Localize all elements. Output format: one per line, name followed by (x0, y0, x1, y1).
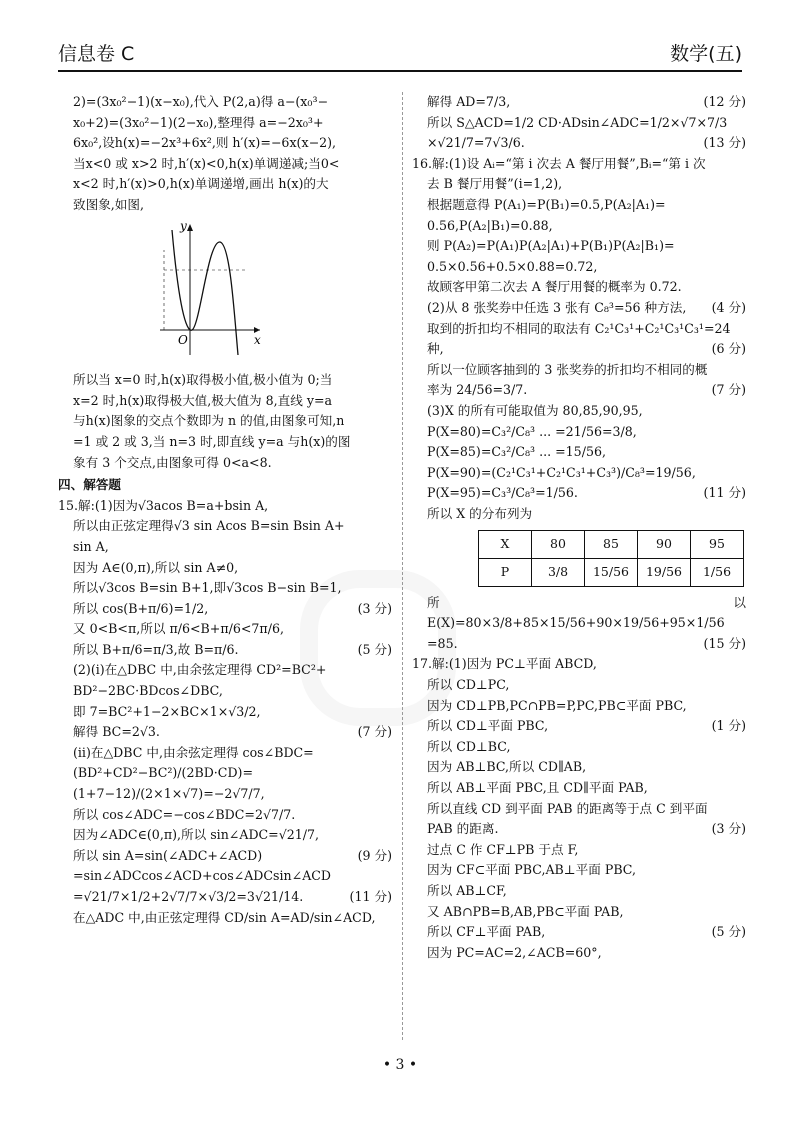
text-content: sin A, (73, 538, 109, 554)
text-line (58, 866, 392, 887)
text-line (412, 401, 746, 422)
text-line (412, 716, 746, 737)
left-column (58, 92, 392, 928)
text-line (58, 113, 392, 134)
text-line (412, 380, 746, 401)
table-cell: P (479, 559, 532, 587)
text-line (412, 360, 746, 381)
header-right: 数学(五) (670, 43, 742, 65)
text-content: x<2 时,h′(x)>0,h(x)单调递增,画出 h(x)的大 (73, 176, 329, 192)
text-content: 所以 X 的分布列为 (427, 505, 533, 521)
table-cell: 3/8 (532, 559, 585, 587)
text-line (412, 257, 746, 278)
text-content: 因为 A∈(0,π),所以 sin A≠0, (73, 559, 239, 575)
text-content: BD²−2BC·BDcos∠DBC, (73, 683, 223, 699)
text-content: x₀+2)=(3x₀²−1)(2−x₀),整理得 a=−2x₀³+ (73, 114, 324, 130)
text-line (412, 819, 746, 840)
graph-x-label: x (254, 332, 261, 347)
distribution-row-x (479, 531, 744, 559)
text-content: (2)(ⅰ)在△DBC 中,由余弦定理得 CD²=BC²+ (73, 662, 327, 678)
text-content: 四、解答题 (58, 477, 121, 493)
text-line (58, 453, 392, 474)
distribution-table (478, 530, 744, 586)
table-cell: 90 (638, 531, 691, 559)
text-line (58, 805, 392, 826)
text-content: 种, (427, 341, 444, 357)
text-content: 当x<0 或 x>2 时,h′(x)<0,h(x)单调递减;当0< (73, 155, 340, 171)
text-line (58, 846, 392, 867)
text-line (412, 504, 746, 525)
text-line (58, 411, 392, 432)
text-line (58, 722, 392, 743)
text-line (412, 463, 746, 484)
table-cell: 1/56 (691, 559, 744, 587)
score-mark: (11 分) (349, 889, 392, 904)
text-line (412, 654, 746, 675)
text-content: 因为 PC=AC=2,∠ACB=60°, (427, 944, 602, 960)
page-header (58, 40, 742, 72)
table-cell: 15/56 (585, 559, 638, 587)
text-content: 率为 24/56=3/7. (427, 382, 528, 398)
text-line (412, 634, 746, 655)
text-line (58, 743, 392, 764)
cubic-graph (150, 220, 270, 360)
text-content: 根据题意得 P(A₁)=P(B₁)=0.5,P(A₂|A₁)= (427, 196, 666, 212)
text-line (412, 236, 746, 257)
text-line (412, 483, 746, 504)
text-line (58, 174, 392, 195)
text-content: 所以√3cos B=sin B+1,即√3cos B−sin B=1, (73, 580, 342, 596)
text-content: 解得 BC=2√3. (73, 724, 160, 740)
text-line (58, 195, 392, 216)
text-line (412, 154, 746, 175)
text-content: (BD²+CD²−BC²)/(2BD·CD)=(1+7−12)/(2×1×√7)=−2√7/7, (73, 765, 265, 802)
table-cell: 85 (585, 531, 638, 559)
text-line (412, 593, 746, 634)
text-line (58, 660, 392, 681)
text-content: =√21/7×1/2+2√7/7×√3/2=3√21/14. (73, 889, 304, 904)
text-content: 因为∠ADC∈(0,π),所以 sin∠ADC=√21/7, (73, 827, 320, 843)
text-line (412, 860, 746, 881)
text-content: =sin∠ADCcos∠ACD+cos∠ADCsin∠ACD (73, 868, 332, 884)
text-line (412, 277, 746, 298)
left-text-block-2 (58, 370, 392, 928)
text-content: 所以 CD⊥BC, (427, 738, 511, 754)
score-mark: (3 分) (357, 600, 392, 616)
text-content: 所以 CD⊥平面 PBC, (427, 718, 549, 734)
text-content: 所以 B+π/6=π/3,故 B=π/6. (73, 641, 239, 657)
text-content: 去 B 餐厅用餐”(i=1,2), (427, 176, 563, 192)
text-content: =1 或 2 或 3,当 n=3 时,即直线 y=a 与h(x)的图 (73, 433, 351, 449)
text-content: (ⅱ)在△DBC 中,由余弦定理得 cos∠BDC= (73, 744, 314, 760)
score-mark: (11 分) (703, 485, 746, 501)
text-line (412, 840, 746, 861)
text-line (58, 908, 392, 929)
text-content: 与h(x)图象的交点个数即为 n 的值,由图象可知,n (73, 413, 345, 429)
text-line (412, 319, 746, 340)
text-content: 0.5×0.56+0.5×0.88=0.72, (427, 258, 598, 274)
text-line (412, 757, 746, 778)
text-content: 过点 C 作 CF⊥PB 于点 F, (427, 841, 579, 857)
score-mark: (6 分) (711, 341, 746, 357)
text-line (58, 391, 392, 412)
text-content: 所以 S△ACD=1/2 CD·ADsin∠ADC=1/2×√7×7/3 (427, 114, 728, 130)
text-line (58, 496, 392, 517)
text-content: 象有 3 个交点,由图象可得 0<a<8. (73, 454, 272, 470)
column-divider (402, 92, 403, 1040)
text-line (58, 92, 392, 113)
text-line (412, 174, 746, 195)
text-content: 因为 AB⊥BC,所以 CD∥AB, (427, 759, 587, 775)
text-content: 因为 CD⊥PB,PC∩PB=P,PC,PB⊂平面 PBC, (427, 697, 687, 713)
text-line (412, 422, 746, 443)
text-line (412, 442, 746, 463)
text-line (412, 943, 746, 964)
text-line (58, 763, 392, 804)
text-content: 解得 AD=7/3, (427, 94, 511, 109)
text-content: 2)=(3x₀²−1)(x−x₀),代入 P(2,a)得 a−(x₀³− (73, 94, 329, 109)
text-content: 又 AB∩PB=B,AB,PB⊂平面 PAB, (427, 903, 624, 919)
text-line (58, 599, 392, 620)
text-content: 致图象,如图, (73, 196, 144, 212)
text-content: 所以一位顾客抽到的 3 张奖券的折扣均不相同的概 (427, 361, 708, 377)
text-content: P(X=95)=C₃³/C₈³=1/56. (427, 485, 578, 501)
table-cell: 80 (532, 531, 585, 559)
text-content: (3)X 的所有可能取值为 80,85,90,95, (427, 402, 643, 418)
text-content: 0.56,P(A₂|B₁)=0.88, (427, 217, 553, 233)
text-content: 所以当 x=0 时,h(x)取得极小值,极小值为 0;当 (73, 372, 333, 388)
text-line (58, 558, 392, 579)
text-content: 则 P(A₂)=P(A₁)P(A₂|A₁)+P(B₁)P(A₂|B₁)= (427, 238, 675, 254)
text-content: 所以 E(X)=80×3/8+85×15/56+90×19/56+95×1/56 (427, 594, 746, 631)
text-line (412, 339, 746, 360)
text-line (412, 133, 746, 154)
text-line (412, 195, 746, 216)
text-content: 16.解:(1)设 Aᵢ=“第 i 次去 A 餐厅用餐”,Bᵢ=“第 i 次 (412, 155, 706, 171)
text-content: 即 7=BC²+1−2×BC×1×√3/2, (73, 703, 261, 719)
score-mark: (13 分) (703, 135, 746, 151)
text-content: 取到的折扣均不相同的取法有 C₂¹C₃¹+C₂¹C₃¹C₃¹=24 (427, 320, 731, 336)
score-mark: (4 分) (711, 299, 746, 315)
text-line (412, 696, 746, 717)
text-line (58, 537, 392, 558)
text-line (412, 675, 746, 696)
right-text-block-2 (412, 593, 746, 964)
score-mark: (12 分) (703, 94, 746, 109)
text-content: P(X=80)=C₃²/C₈³ ... =21/56=3/8, (427, 423, 637, 439)
text-content: 所以 cos(B+π/6)=1/2, (73, 600, 209, 616)
text-content: 故顾客甲第二次去 A 餐厅用餐的概率为 0.72. (427, 279, 682, 295)
text-line (412, 737, 746, 758)
text-content: 17.解:(1)因为 PC⊥平面 ABCD, (412, 656, 597, 672)
text-line (412, 902, 746, 923)
text-content: 15.解:(1)因为√3acos B=a+bsin A, (58, 497, 269, 513)
text-content: 所以 AB⊥平面 PBC,且 CD∥平面 PAB, (427, 780, 648, 795)
text-line (58, 640, 392, 661)
text-content: (2)从 8 张奖券中任选 3 张有 C₈³=56 种方法, (427, 299, 687, 315)
text-line (58, 516, 392, 537)
left-text-block-1 (58, 92, 392, 216)
table-cell: 95 (691, 531, 744, 559)
text-line (58, 133, 392, 154)
text-content: 所以直线 CD 到平面 PAB 的距离等于点 C 到平面 (427, 800, 708, 816)
score-mark: (9 分) (357, 847, 392, 863)
text-line (412, 922, 746, 943)
text-content: 在△ADC 中,由正弦定理得 CD/sin A=AD/sin∠ACD, (73, 909, 376, 925)
text-content: 所以 AB⊥CF, (427, 882, 507, 898)
score-mark: (7 分) (711, 382, 746, 398)
text-line (58, 619, 392, 640)
text-line (58, 887, 392, 908)
text-content: 所以 CF⊥平面 PAB, (427, 924, 546, 940)
right-column (412, 92, 746, 963)
text-line (412, 298, 746, 319)
text-line (58, 702, 392, 723)
text-line (58, 825, 392, 846)
score-mark: (5 分) (357, 641, 392, 657)
text-content: 所以由正弦定理得√3 sin Acos B=sin Bsin A+ (73, 518, 345, 534)
score-mark: (1 分) (711, 718, 746, 734)
text-content: 又 0<B<π,所以 π/6<B+π/6<7π/6, (73, 621, 284, 637)
text-content: 所以 CD⊥PC, (427, 677, 510, 693)
text-line (412, 113, 746, 134)
text-content: P(X=85)=C₃²/C₈³ ... =15/56, (427, 444, 606, 460)
text-line (412, 92, 746, 113)
text-content: 所以 sin A=sin(∠ADC+∠ACD) (73, 847, 263, 863)
score-mark: (15 分) (703, 635, 746, 651)
text-content: x=2 时,h(x)取得极大值,极大值为 8,直线 y=a (73, 392, 333, 408)
text-line (58, 432, 392, 453)
text-content: =85. (427, 635, 458, 651)
graph-origin-label: O (178, 332, 188, 347)
table-cell: 19/56 (638, 559, 691, 587)
text-line (412, 216, 746, 237)
right-text-block-1 (412, 92, 746, 524)
text-line (412, 881, 746, 902)
score-mark: (7 分) (357, 724, 392, 740)
text-line (58, 578, 392, 599)
text-line (58, 475, 392, 496)
text-content: ×√21/7=7√3/6. (427, 135, 525, 151)
text-line (58, 681, 392, 702)
distribution-row-p (479, 559, 744, 587)
score-mark: (3 分) (711, 821, 746, 837)
table-cell: X (479, 531, 532, 559)
text-line (58, 154, 392, 175)
text-content: 6x₀²,设h(x)=−2x³+6x²,则 h′(x)=−6x(x−2), (73, 135, 337, 151)
score-mark: (5 分) (711, 924, 746, 940)
text-content: 所以 cos∠ADC=−cos∠BDC=2√7/7. (73, 806, 296, 822)
page-number: • 3 • (382, 1057, 418, 1073)
text-content: PAB 的距离. (427, 821, 499, 837)
graph-y-label: y (180, 219, 187, 233)
header-left: 信息卷 C (58, 43, 135, 65)
text-line (412, 799, 746, 820)
text-content: 因为 CF⊂平面 PBC,AB⊥平面 PBC, (427, 862, 636, 878)
text-content: P(X=90)=(C₂¹C₃¹+C₂¹C₃¹+C₃³)/C₈³=19/56, (427, 464, 696, 480)
text-line (412, 778, 746, 799)
text-line (58, 370, 392, 391)
